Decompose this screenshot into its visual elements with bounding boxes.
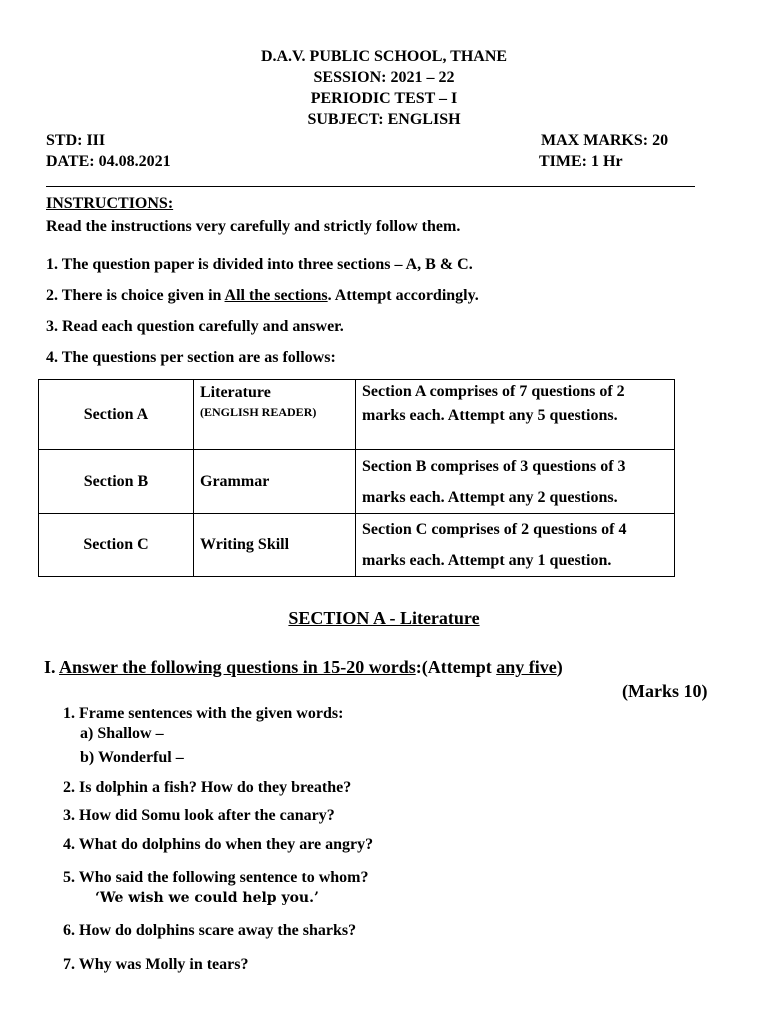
test-name: PERIODIC TEST – I (310, 90, 458, 107)
instruction-3: 3. Read each question carefully and answer. (46, 318, 344, 335)
table-row (39, 450, 675, 514)
max-marks: MAX MARKS: 20 (541, 132, 669, 149)
question-1b: b) Wonderful – (80, 749, 184, 766)
description-line: marks each. Attempt any 2 questions. (362, 488, 618, 506)
description-cell (356, 450, 675, 514)
instruction-2-tail: . Attempt accordingly. (327, 287, 479, 304)
instructions-intro: Read the instructions very carefully and strictly follow them. (46, 218, 461, 235)
description-line: Section B comprises of 3 questions of 3 (362, 457, 626, 475)
question-close: ) (556, 657, 563, 677)
header-separator (46, 186, 695, 187)
question-heading (44, 657, 563, 677)
instruction-1: 1. The question paper is divided into three sections – A, B & C. (46, 256, 473, 273)
time-label: TIME: 1 Hr (539, 153, 623, 170)
question-instruction: Answer the following questions in 15-20 words (59, 657, 416, 677)
question-6: 6. How do dolphins scare away the sharks? (63, 922, 357, 939)
instructions-heading: INSTRUCTIONS: (46, 195, 174, 212)
instruction-4: 4. The questions per section are as follows: (46, 349, 336, 366)
description-line: Section C comprises of 2 questions of 4 (362, 521, 627, 538)
section-cell: Section B (39, 450, 194, 514)
std-label: STD: III (46, 132, 106, 149)
question-4: 4. What do dolphins do when they are angry? (63, 836, 374, 853)
section-cell: Section C (39, 514, 194, 577)
session: SESSION: 2021 – 22 (313, 69, 455, 86)
school-name: D.A.V. PUBLIC SCHOOL, THANE (260, 48, 508, 65)
description-line: Section A comprises of 7 questions of 2 (362, 383, 625, 400)
description-line: marks each. Attempt any 5 questions. (362, 407, 618, 424)
table-row (39, 514, 675, 577)
question-colon: :(Attempt (415, 657, 497, 677)
area-cell: Grammar (194, 450, 356, 514)
question-number: I. (44, 657, 60, 677)
subject: SUBJECT: ENGLISH (307, 111, 461, 128)
area-note: (ENGLISH READER) (200, 405, 317, 419)
table-row (39, 380, 675, 450)
instruction-2 (46, 286, 479, 306)
description-cell (356, 380, 675, 450)
section-cell: Section A (39, 380, 194, 450)
question-7: 7. Why was Molly in tears? (63, 956, 249, 973)
question-any-five: any five (496, 657, 557, 677)
question-1a: a) Shallow – (80, 725, 164, 742)
section-a-title: SECTION A - Literature (288, 608, 480, 628)
question-3: 3. How did Somu look after the canary? (63, 807, 335, 824)
area-cell (194, 380, 356, 450)
area-title: Literature (200, 384, 271, 401)
question-1: 1. Frame sentences with the given words: (63, 705, 344, 722)
question-2: 2. Is dolphin a fish? How do they breathe? (63, 779, 352, 796)
sections-table (38, 379, 675, 577)
date-label: DATE: 04.08.2021 (46, 153, 171, 170)
question-5: 5. Who said the following sentence to whom? (63, 869, 369, 886)
instruction-2-text: 2. There is choice given in (46, 287, 225, 304)
question-5-quote: ‘We wish we could help you.’ (95, 890, 319, 906)
description-line: marks each. Attempt any 1 question. (362, 552, 612, 569)
area-cell: Writing Skill (194, 514, 356, 577)
instruction-2-underlined: All the sections (224, 287, 328, 304)
description-cell (356, 514, 675, 577)
marks-label: (Marks 10) (622, 681, 708, 701)
